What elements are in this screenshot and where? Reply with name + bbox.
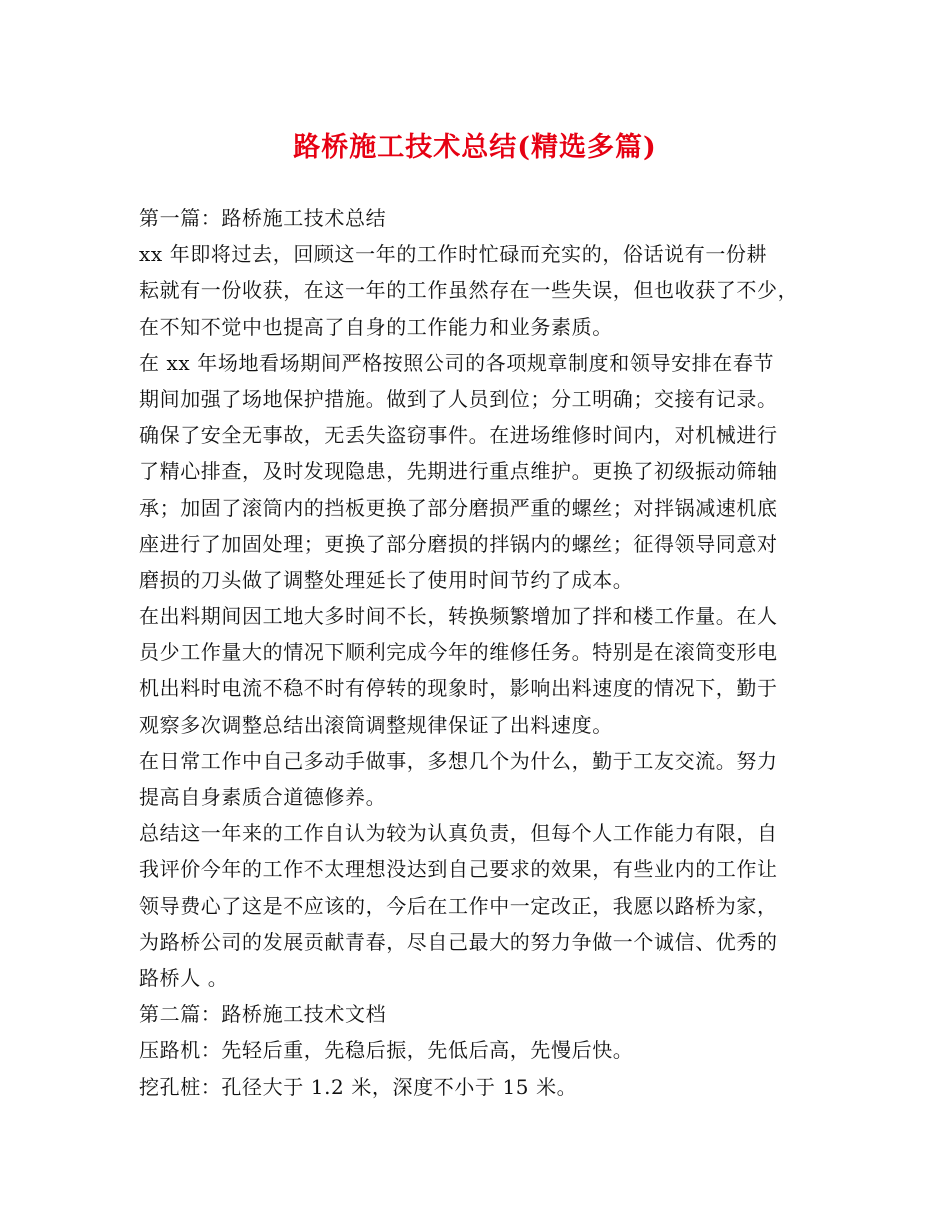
text-line: 座进行了加固处理；更换了部分磨损的拌锅内的螺丝；征得领导同意对 xyxy=(139,531,778,556)
text-line: 机出料时电流不稳不时有停转的现象时，影响出料速度的情况下，勤于 xyxy=(139,676,778,701)
document-body xyxy=(139,200,819,1105)
text-line: xx 年即将过去，回顾这一年的工作时忙碌而充实的，俗话说有一份耕 xyxy=(139,242,768,267)
text-line: 承；加固了滚筒内的挡板更换了部分磨损严重的螺丝；对拌锅减速机底 xyxy=(139,495,778,520)
text-line: 我评价今年的工作不太理想没达到自己要求的效果，有些业内的工作让 xyxy=(139,857,778,882)
text-line: 提高自身素质合道德修养。 xyxy=(139,785,387,809)
text-line: 在不知不觉中也提高了自身的工作能力和业务素质。 xyxy=(139,314,613,339)
text-line: 领导费心了这是不应该的，今后在工作中一定改正，我愿以路桥为家， xyxy=(139,893,778,918)
text-line: 路桥人 。 xyxy=(139,965,229,990)
text-line: 观察多次调整总结出滚筒调整规律保证了出料速度。 xyxy=(139,712,613,737)
text-line: 期间加强了场地保护措施。做到了人员到位；分工明确；交接有记录。 xyxy=(139,386,778,411)
document-title: 路桥施工技术总结(精选多篇) xyxy=(293,132,657,163)
text-line: 第一篇：路桥施工技术总结 xyxy=(139,206,387,230)
section-heading: 第二篇：路桥施工技术文档 xyxy=(139,1002,387,1027)
text-line: 磨损的刀头做了调整处理延长了使用时间节约了成本。 xyxy=(139,567,634,592)
text-line: 员少工作量大的情况下顺利完成今年的维修任务。特别是在滚筒变形电 xyxy=(139,640,778,665)
text-line: 确保了安全无事故，无丢失盗窃事件。在进场维修时间内，对机械进行 xyxy=(139,423,778,448)
text-line: 了精心排查，及时发现隐患，先期进行重点维护。更换了初级振动筛轴 xyxy=(139,459,778,484)
text-line: 在日常工作中自己多动手做事，多想几个为什么，勤于工友交流。努力 xyxy=(139,748,778,773)
text-line: 总结这一年来的工作自认为较为认真负责，但每个人工作能力有限，自 xyxy=(139,821,778,846)
text-line: 在出料期间因工地大多时间不长，转换频繁增加了拌和楼工作量。在人 xyxy=(139,604,778,629)
text-line: 耘就有一份收获，在这一年的工作虽然存在一些失误，但也收获了不少， xyxy=(139,278,799,303)
text-line: 在 xx 年场地看场期间严格按照公司的各项规章制度和领导安排在春节 xyxy=(139,350,775,375)
text-line: 压路机：先轻后重，先稳后振，先低后高，先慢后快。 xyxy=(139,1038,634,1063)
text-line: 挖孔桩：孔径大于 1.2 米，深度不小于 15 米。 xyxy=(139,1074,578,1099)
text-line: 为路桥公司的发展贡献青春，尽自己最大的努力争做一个诚信、优秀的 xyxy=(139,929,778,954)
